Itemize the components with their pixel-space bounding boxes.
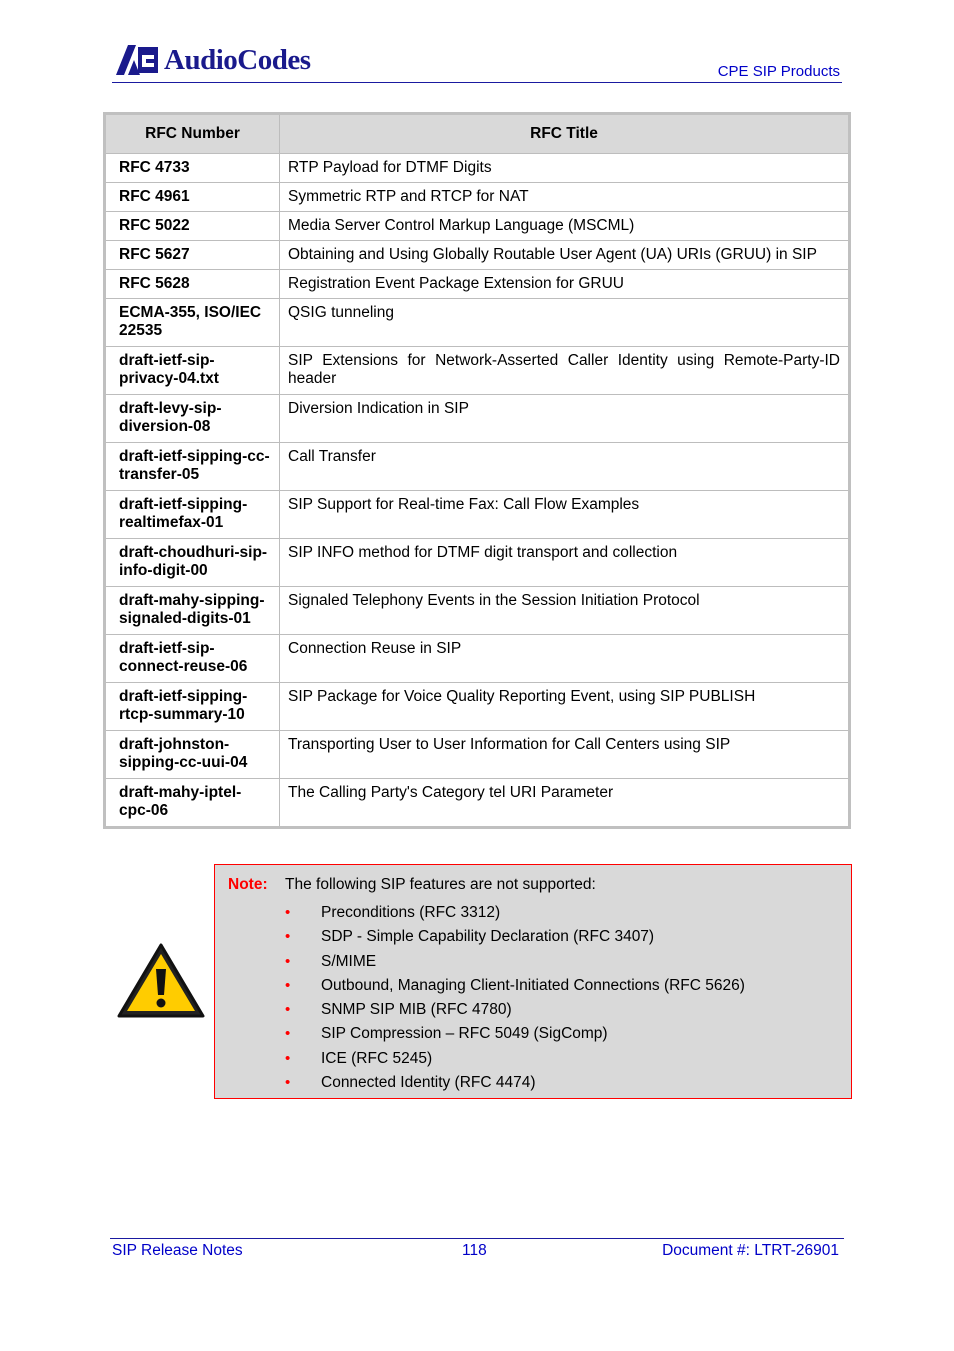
bullet-icon: • bbox=[285, 1001, 291, 1019]
table-row bbox=[105, 731, 850, 779]
page-footer bbox=[110, 1238, 844, 1263]
table-row bbox=[105, 395, 850, 443]
logo-text: AudioCodes bbox=[164, 43, 311, 76]
feature-text: Connected Identity (RFC 4474) bbox=[321, 1074, 536, 1092]
rfc-title: SIP INFO method for DTMF digit transport and collection bbox=[288, 544, 678, 561]
rfc-number: draft-mahy-iptel-cpc-06 bbox=[119, 784, 242, 819]
bullet-icon: • bbox=[285, 1049, 291, 1067]
table-row bbox=[105, 183, 850, 212]
rfc-number: RFC 5022 bbox=[119, 217, 190, 234]
list-item bbox=[285, 927, 745, 951]
audiocodes-logo-icon bbox=[114, 43, 160, 77]
rfc-title: Diversion Indication in SIP bbox=[288, 400, 469, 417]
rfc-number: draft-choudhuri-sip-info-digit-00 bbox=[119, 544, 268, 579]
rfc-number: draft-levy-sip-diversion-08 bbox=[119, 400, 222, 435]
rfc-number: RFC 4961 bbox=[119, 188, 190, 205]
list-item bbox=[285, 952, 745, 976]
feature-text: Outbound, Managing Client-Initiated Connections (RFC 5626) bbox=[321, 976, 745, 994]
feature-text: SNMP SIP MIB (RFC 4780) bbox=[321, 1001, 512, 1019]
rfc-number: draft-ietf-sip-privacy-04.txt bbox=[119, 352, 219, 387]
table-header-row bbox=[105, 114, 850, 154]
table-row bbox=[105, 154, 850, 183]
rfc-title: RTP Payload for DTMF Digits bbox=[288, 159, 492, 176]
feature-text: S/MIME bbox=[321, 952, 377, 970]
table-row bbox=[105, 587, 850, 635]
table-row bbox=[105, 779, 850, 828]
bullet-icon: • bbox=[285, 1074, 291, 1092]
list-item bbox=[285, 1024, 745, 1048]
rfc-number: draft-johnston-sipping-cc-uui-04 bbox=[119, 736, 248, 771]
footer-doc-title: SIP Release Notes bbox=[112, 1242, 243, 1259]
list-item bbox=[285, 1000, 745, 1024]
bullet-icon: • bbox=[285, 976, 291, 994]
rfc-title: SIP Extensions for Network-Asserted Caller Identity using Remote-Party-ID header bbox=[288, 352, 840, 387]
bullet-icon: • bbox=[285, 1025, 291, 1043]
note-label: Note: bbox=[228, 876, 268, 893]
rfc-title: Media Server Control Markup Language (MSCML) bbox=[288, 217, 635, 234]
table-row bbox=[105, 491, 850, 539]
page-number: 118 bbox=[462, 1242, 487, 1259]
table-row bbox=[105, 270, 850, 299]
product-name: CPE SIP Products bbox=[717, 63, 840, 80]
feature-text: Preconditions (RFC 3312) bbox=[321, 904, 501, 921]
rfc-number: RFC 4733 bbox=[119, 159, 190, 176]
table-row bbox=[105, 241, 850, 270]
note-intro: The following SIP features are not supported: bbox=[285, 876, 596, 893]
feature-text: SDP - Simple Capability Declaration (RFC 3407) bbox=[321, 928, 655, 946]
rfc-title: SIP Support for Real-time Fax: Call Flow Examples bbox=[288, 496, 640, 513]
rfc-title: Connection Reuse in SIP bbox=[288, 640, 462, 657]
rfc-title: Registration Event Package Extension for GRUU bbox=[288, 275, 624, 292]
list-item bbox=[285, 1049, 745, 1073]
page-header bbox=[112, 42, 842, 83]
table-row bbox=[105, 212, 850, 241]
audiocodes-logo bbox=[114, 42, 311, 78]
rfc-title: Call Transfer bbox=[288, 448, 376, 465]
rfc-number: draft-ietf-sipping-rtcp-summary-10 bbox=[119, 688, 248, 723]
rfc-title: Obtaining and Using Globally Routable User Agent (UA) URIs (GRUU) in SIP bbox=[288, 246, 817, 263]
rfc-number: draft-ietf-sipping-realtimefax-01 bbox=[119, 496, 248, 531]
list-item bbox=[285, 903, 745, 927]
rfc-title: Signaled Telephony Events in the Session Initiation Protocol bbox=[288, 592, 700, 609]
list-item bbox=[285, 976, 745, 1000]
rfc-table bbox=[103, 112, 851, 829]
bullet-icon: • bbox=[285, 952, 291, 970]
rfc-title: Transporting User to User Information for Call Centers using SIP bbox=[288, 736, 731, 753]
feature-text: SIP Compression – RFC 5049 (SigComp) bbox=[321, 1025, 608, 1043]
table-row bbox=[105, 299, 850, 347]
rfc-title: SIP Package for Voice Quality Reporting Event, using SIP PUBLISH bbox=[288, 688, 756, 705]
rfc-number: RFC 5627 bbox=[119, 246, 190, 263]
document-number: Document #: LTRT-26901 bbox=[662, 1242, 839, 1259]
table-row bbox=[105, 443, 850, 491]
rfc-number: RFC 5628 bbox=[119, 275, 190, 292]
rfc-number: draft-ietf-sip-connect-reuse-06 bbox=[119, 640, 248, 675]
column-header-rfc-number: RFC Number bbox=[105, 114, 280, 154]
table-row bbox=[105, 635, 850, 683]
note-box bbox=[214, 864, 852, 1099]
unsupported-features-list bbox=[285, 903, 745, 1097]
rfc-title: The Calling Party's Category tel URI Parameter bbox=[288, 784, 614, 801]
table-row bbox=[105, 539, 850, 587]
column-header-rfc-title: RFC Title bbox=[280, 114, 850, 154]
rfc-title: QSIG tunneling bbox=[288, 304, 394, 321]
bullet-icon: • bbox=[285, 904, 291, 921]
list-item bbox=[285, 1073, 745, 1097]
table-row bbox=[105, 347, 850, 395]
rfc-title: Symmetric RTP and RTCP for NAT bbox=[288, 188, 529, 205]
warning-icon bbox=[116, 942, 206, 1020]
rfc-number: draft-ietf-sipping-cc-transfer-05 bbox=[119, 448, 270, 483]
feature-text: ICE (RFC 5245) bbox=[321, 1049, 433, 1067]
rfc-number: ECMA-355, ISO/IEC 22535 bbox=[119, 304, 262, 339]
bullet-icon: • bbox=[285, 928, 291, 946]
table-row bbox=[105, 683, 850, 731]
rfc-number: draft-mahy-sipping-signaled-digits-01 bbox=[119, 592, 265, 627]
